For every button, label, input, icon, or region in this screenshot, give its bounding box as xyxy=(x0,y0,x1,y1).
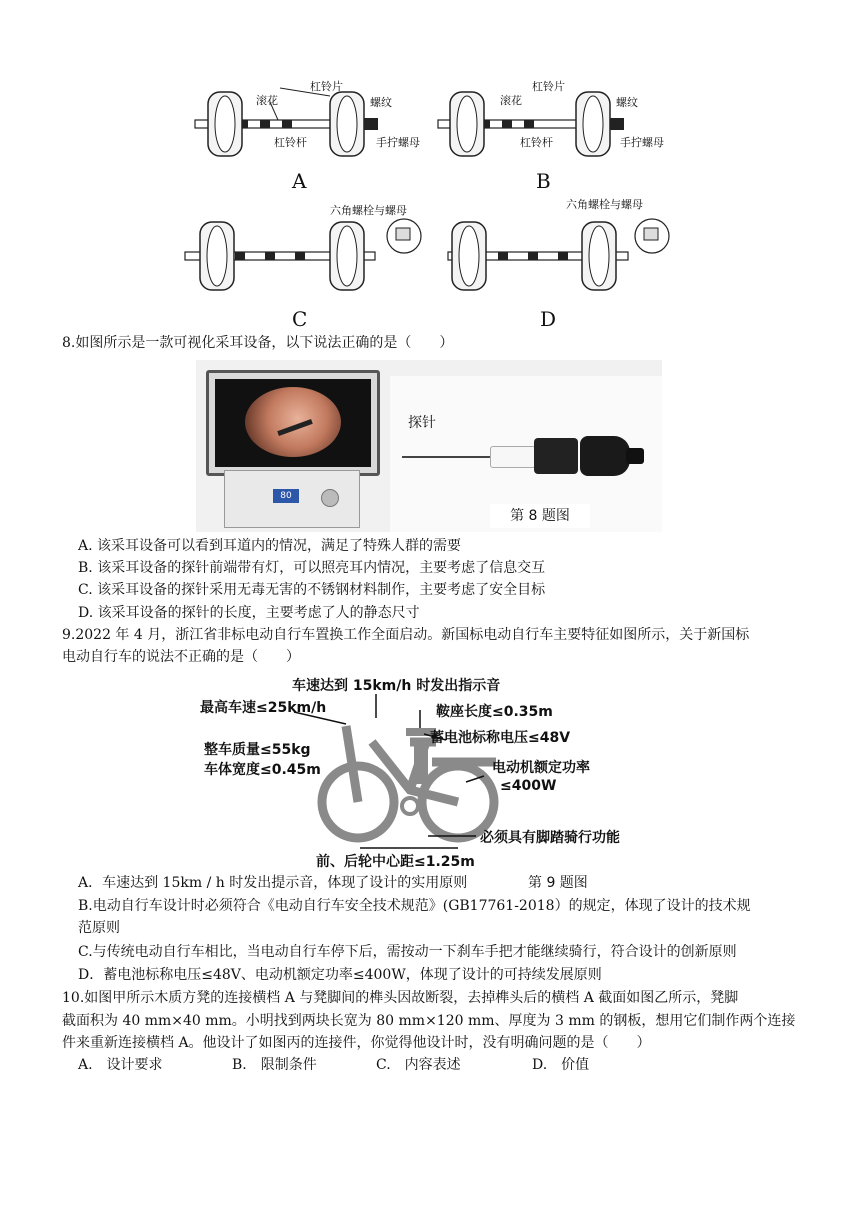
label-nut: 手拧螺母 xyxy=(620,136,664,149)
label-max-speed: 最高车速≤25km/h xyxy=(200,700,327,716)
q9-stem-line1: 9.2022 年 4 月，浙江省非标电动自行车置换工作全面启动。新国标电动自行车主要特征如图所示，关于新国标 xyxy=(62,627,750,643)
label-wheelbase: 前、后轮中心距≤1.25m xyxy=(316,854,475,870)
label-motor-2: ≤400W xyxy=(500,778,557,794)
label-plate: 杠铃片 xyxy=(310,80,343,93)
q9-ebike-figure xyxy=(196,672,676,872)
label-bolt: 六角螺栓与螺母 xyxy=(330,204,407,217)
q10-line1: 10.如图甲所示木质方凳的连接横档 A 与凳脚间的榫头因故断裂，去掉榫头后的横档 A 截面如图乙所示，凳脚 xyxy=(62,990,739,1006)
q9-option-b-line2: 范原则 xyxy=(78,920,120,936)
q9-option-c: C.与传统电动自行车相比，当电动自行车停下后，需按动一下刹车手把才能继续骑行，符合设计的创新原则 xyxy=(78,944,737,960)
q8-option-d: D. 该采耳设备的探针的长度，主要考虑了人的静态尺寸 xyxy=(78,605,420,621)
label-bar: 杠铃杆 xyxy=(274,136,307,149)
label-roll: 滚花 xyxy=(500,94,522,107)
q8-option-a: A. 该采耳设备可以看到耳道内的情况，满足了特殊人群的需要 xyxy=(78,538,462,554)
q9-option-d: D．蓄电池标称电压≤48V、电动机额定功率≤400W，体现了设计的可持续发展原则 xyxy=(78,967,602,983)
barbell-d xyxy=(448,197,669,331)
q9-stem-line2: 电动自行车的说法不正确的是（ ） xyxy=(62,649,300,665)
q10-line2: 截面积为 40 mm×40 mm。小明找到两块长宽为 80 mm×120 mm、厚度为 3 mm 的钢板，想用它们制作两个连接 xyxy=(62,1013,796,1029)
label-seat: 鞍座长度≤0.35m xyxy=(436,704,553,720)
option-letter-d: D xyxy=(540,307,557,331)
q8-figure xyxy=(196,360,662,532)
probe-label: 探针 xyxy=(408,415,436,431)
screen-reading: 80 xyxy=(273,489,299,503)
label-speed-alert: 车速达到 15km/h 时发出指示音 xyxy=(292,678,501,694)
label-thread: 螺纹 xyxy=(616,96,638,109)
q7-barbell-figure xyxy=(180,76,700,334)
q8-option-b: B. 该采耳设备的探针前端带有灯，可以照亮耳内情况，主要考虑了信息交互 xyxy=(78,560,546,576)
q10-option-c: C. 内容表述 xyxy=(376,1057,461,1073)
option-letter-a: A xyxy=(292,169,307,193)
label-width: 车体宽度≤0.45m xyxy=(204,762,321,778)
label-nut: 手拧螺母 xyxy=(376,136,420,149)
label-battery: 蓄电池标称电压≤48V xyxy=(430,730,571,746)
label-bolt: 六角螺栓与螺母 xyxy=(566,198,643,211)
probe-image xyxy=(390,376,662,532)
label-bar: 杠铃杆 xyxy=(520,136,553,149)
barbell-a xyxy=(195,79,420,193)
label-motor-1: 电动机额定功率 xyxy=(492,760,590,776)
barbell-b xyxy=(438,79,664,193)
option-letter-b: B xyxy=(536,169,551,193)
label-thread: 螺纹 xyxy=(370,96,392,109)
host-unit-image xyxy=(224,470,360,528)
q8-option-c: C. 该采耳设备的探针采用无毒无害的不锈钢材料制作，主要考虑了安全目标 xyxy=(78,582,546,598)
q10-option-d: D. 价值 xyxy=(532,1057,590,1073)
label-mass: 整车质量≤55kg xyxy=(204,742,311,758)
monitor-image xyxy=(206,370,380,476)
label-roll: 滚花 xyxy=(256,94,278,107)
q9-option-a: A．车速达到 15km / h 时发出提示音，体现了设计的实用原则 xyxy=(78,875,468,891)
q10-line3: 件来重新连接横档 A。他设计了如图丙的连接件，你觉得他设计时，没有明确问题的是（ ） xyxy=(62,1035,651,1051)
q10-option-a: A. 设计要求 xyxy=(78,1057,163,1073)
q8-figure-caption: 第 8 题图 xyxy=(490,504,590,528)
q8-stem: 8.如图所示是一款可视化采耳设备，以下说法正确的是（ ） xyxy=(62,335,454,351)
q10-option-b: B. 限制条件 xyxy=(232,1057,317,1073)
q9-figure-caption: 第 9 题图 xyxy=(528,875,588,891)
barbell-c xyxy=(185,203,421,331)
label-plate: 杠铃片 xyxy=(532,80,565,93)
option-letter-c: C xyxy=(292,307,308,331)
q9-option-b-line1: B.电动自行车设计时必须符合《电动自行车安全技术规范》(GB17761-2018）的规定，体现了设计的技术规 xyxy=(78,898,751,914)
label-pedal: 必须具有脚踏骑行功能 xyxy=(480,830,620,846)
